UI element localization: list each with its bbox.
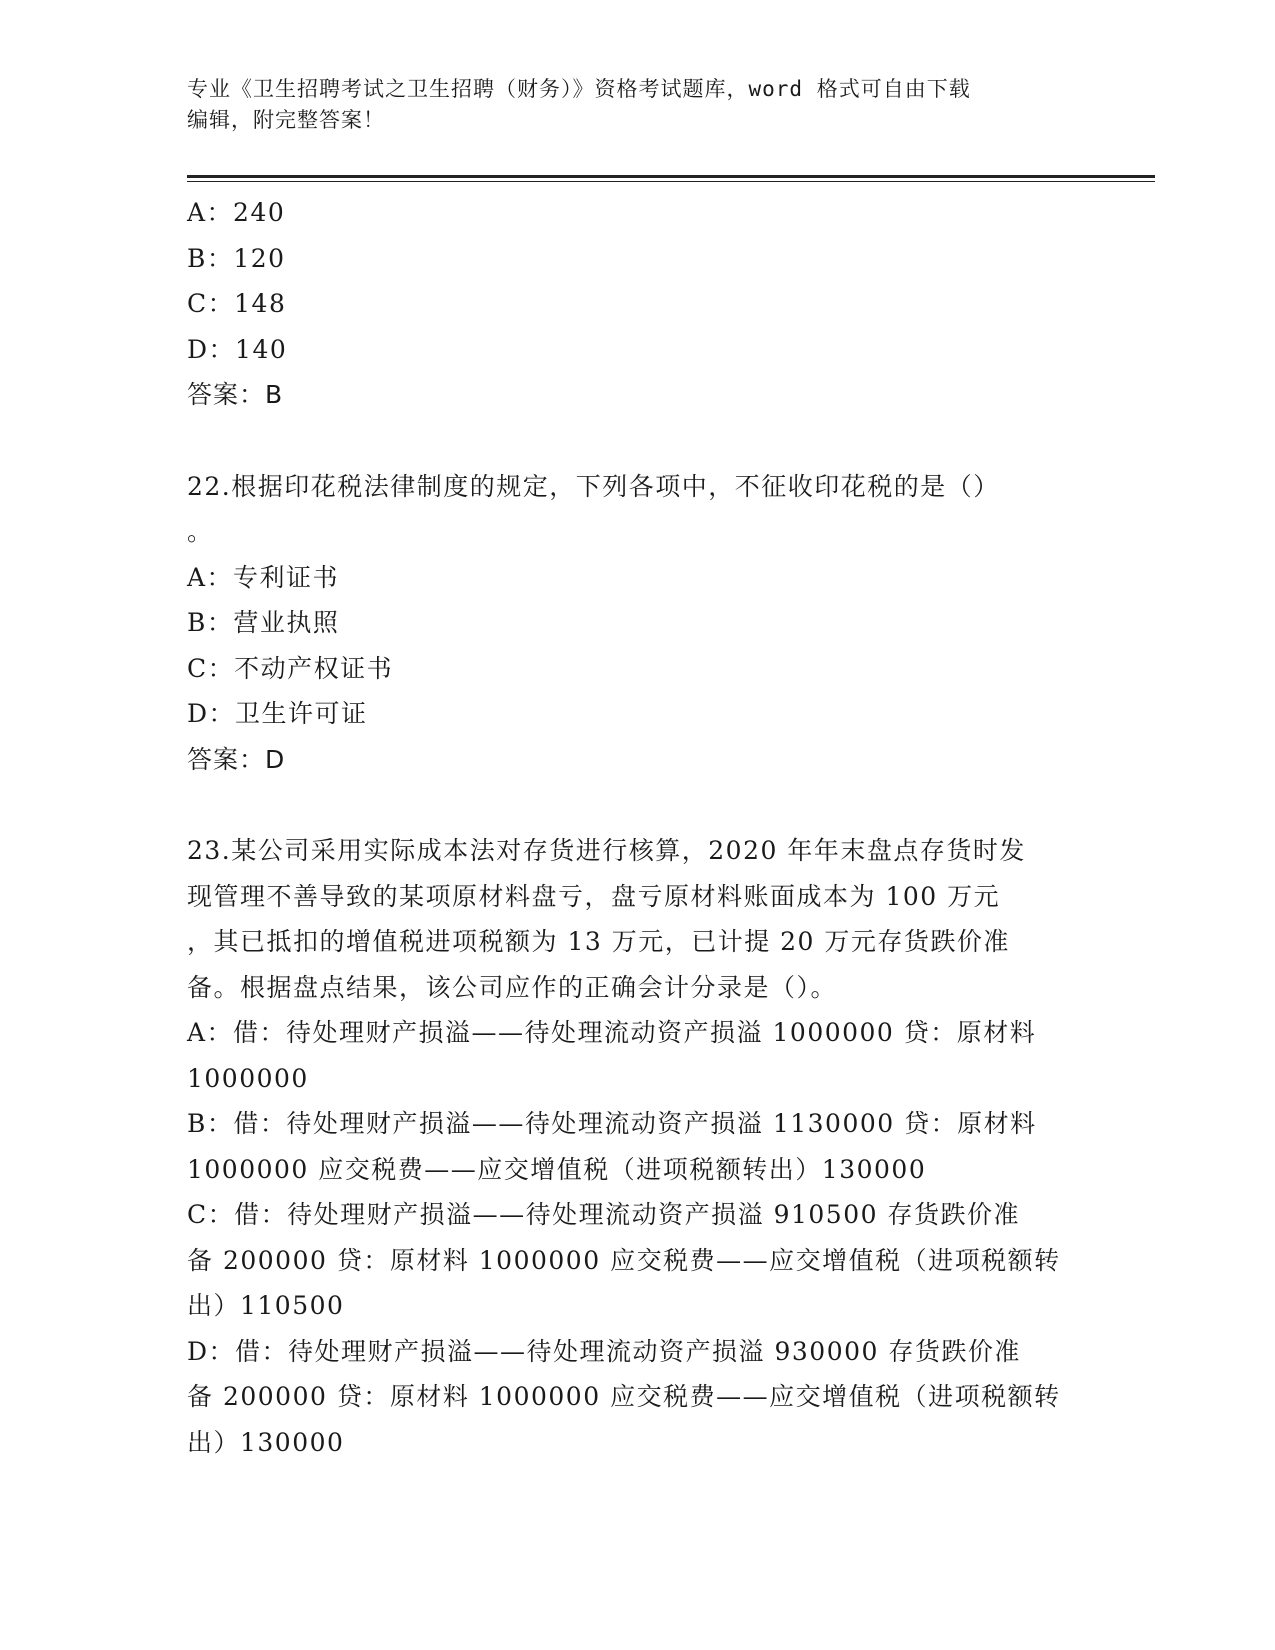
option-b: B：营业执照 [187,608,340,637]
option-d: D：卫生许可证 [187,699,368,728]
question-content [187,190,1087,1465]
option-d-continued: 备 200000 贷：原材料 1000000 应交税费——应交增值税（进项税额转 [187,1382,1061,1411]
question-stem-line: 23.某公司采用实际成本法对存货进行核算，2020 年年末盘点存货时发 [187,836,1026,865]
option-b-continued: 1000000 应交税费——应交增值税（进项税额转出）130000 [187,1154,927,1184]
question-21 [187,190,1087,418]
option-a: A：专利证书 [187,562,340,592]
question-stem-line: 现管理不善导致的某项原材料盘亏，盘亏原材料账面成本为 100 万元 [187,881,1001,911]
answer: 答案：B [187,380,284,409]
option-b: B：120 [187,243,286,273]
option-b: B：借：待处理财产损溢——待处理流动资产损溢 1130000 贷：原材料 [187,1109,1037,1138]
option-a-continued: 1000000 [187,1063,309,1093]
question-22 [187,464,1087,783]
option-c-continued: 出）110500 [187,1291,345,1320]
question-stem-line: 备。根据盘点结果，该公司应作的正确会计分录是（）。 [187,972,838,1002]
spacer [187,418,1087,464]
document-header [187,74,1087,136]
header-title-line1: 专业《卫生招聘考试之卫生招聘（财务）》资格考试题库，word 格式可自由下载 [187,77,971,101]
header-divider-thin [187,181,1155,182]
question-stem-line: ，其已抵扣的增值税进项税额为 13 万元，已计提 20 万元存货跌价准 [187,927,1010,956]
option-a: A：借：待处理财产损溢——待处理流动资产损溢 1000000 贷：原材料 [187,1018,1037,1047]
answer: 答案：D [187,744,286,774]
spacer [187,782,1087,828]
question-23 [187,828,1087,1465]
question-stem-line: 。 [187,517,214,546]
question-stem-line: 22.根据印花税法律制度的规定，下列各项中，不征收印花税的是（） [187,471,1000,501]
option-c: C：148 [187,289,287,318]
option-c: C：不动产权证书 [187,653,394,683]
option-d: D：140 [187,334,288,364]
option-c-continued: 备 200000 贷：原材料 1000000 应交税费——应交增值税（进项税额转 [187,1245,1061,1275]
option-c: C：借：待处理财产损溢——待处理流动资产损溢 910500 存货跌价准 [187,1200,1020,1229]
option-d: D：借：待处理财产损溢——待处理流动资产损溢 930000 存货跌价准 [187,1336,1021,1366]
option-a: A：240 [187,198,286,227]
option-d-continued: 出）130000 [187,1427,345,1457]
header-divider-thick [187,175,1155,178]
header-title-line2: 编辑，附完整答案！ [187,108,385,132]
